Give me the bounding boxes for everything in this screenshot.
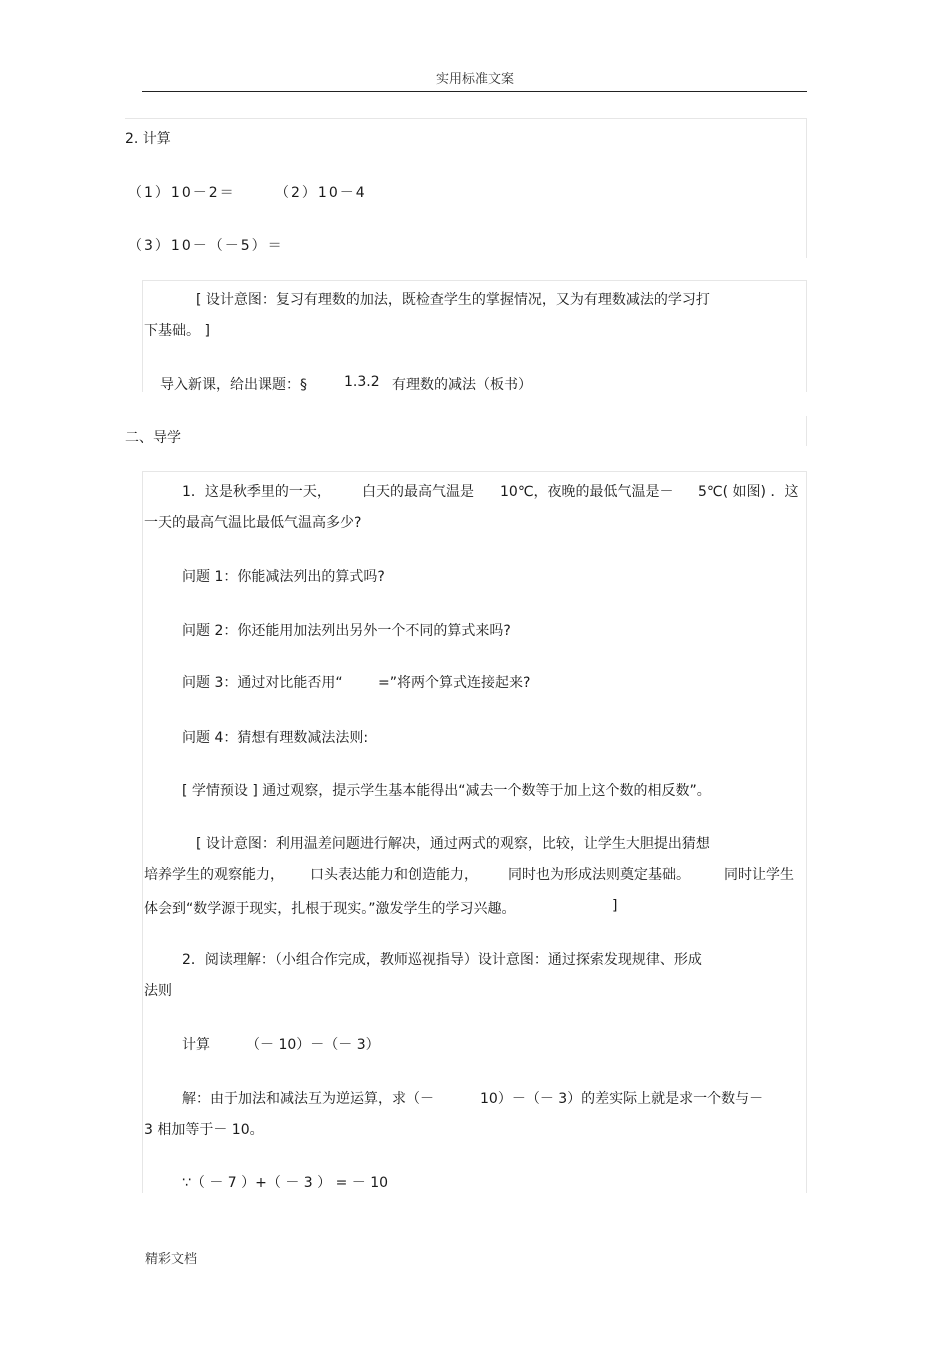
design-intent-line-1: [ 设计意图：复习有理数的加法，既检查学生的掌握情况，又为有理数减法的学习打	[196, 292, 710, 308]
calc-item-2: （2）10－4	[275, 185, 367, 201]
question-1: 问题 1：你能减法列出的算式吗?	[182, 569, 385, 585]
question-3-b: =”将两个算式连接起来?	[378, 675, 531, 691]
calc-item-1: （1）10－2＝	[128, 185, 236, 201]
question-2: 问题 2：你还能用加法列出另外一个不同的算式来吗?	[182, 623, 511, 639]
lesson-number: 1.3.2	[344, 374, 380, 390]
para1-b: 白天的最高气温是	[362, 484, 474, 500]
para1-a: 1．这是秋季里的一天，	[182, 484, 331, 500]
question-4: 问题 4：猜想有理数减法法则:	[182, 730, 369, 746]
solution-line-2: 3 相加等于－ 10。	[144, 1122, 264, 1138]
lesson-title: 有理数的减法（板书）	[392, 377, 532, 393]
guide-heading-cell	[125, 416, 807, 446]
calc-heading: 2. 计算	[125, 131, 171, 147]
calc-label: 计算	[182, 1037, 210, 1053]
reading-line-1: 2．阅读理解：（小组合作完成，教师巡视指导）设计意图：通过探索发现规律、形成	[182, 952, 702, 968]
reading-line-2: 法则	[144, 983, 172, 999]
design-intent-2-line-3-a: 体会到“数学源于现实，扎根于现实。”激发学生的学习兴趣。	[144, 901, 516, 917]
intro-text: 导入新课，给出课题：§	[160, 377, 307, 393]
para1-c: 10℃，夜晚的最低气温是－	[500, 484, 674, 500]
question-3-a: 问题 3：通过对比能否用“	[182, 675, 343, 691]
because-equation: ∵（ － 7 ）+（ － 3 ） = － 10	[182, 1175, 389, 1191]
calc-item-3: （3）10－（－5）＝	[128, 238, 284, 254]
design-intent-2-line-2-a: 培养学生的观察能力，	[144, 867, 284, 883]
design-intent-2-line-1: [ 设计意图：利用温差问题进行解决，通过两式的观察，比较，让学生大胆提出猜想	[196, 836, 710, 852]
learning-preset: [ 学情预设 ] 通过观察，提示学生基本能得出“减去一个数等于加上这个数的相反数”。	[182, 783, 711, 799]
header-divider	[142, 91, 807, 92]
design-intent-2-line-3-b: ]	[612, 898, 618, 914]
solution-line-1-b: 10）－（－ 3）的差实际上就是求一个数与－	[480, 1091, 764, 1107]
page-header-title: 实用标准文案	[435, 72, 514, 87]
para1-d: 5℃( 如图) ．这	[698, 484, 799, 500]
para1-line-2: 一天的最高气温比最低气温高多少?	[144, 515, 362, 531]
page-footer: 精彩文档	[145, 1252, 198, 1267]
section-heading-guide: 二、导学	[125, 430, 181, 446]
calc-expression: （－ 10）－（－ 3）	[246, 1037, 380, 1053]
design-intent-2-line-2-c: 同时也为形成法则奠定基础。	[508, 867, 690, 883]
design-intent-line-2: 下基础。 ]	[144, 323, 210, 339]
design-intent-2-line-2-b: 口头表达能力和创造能力，	[310, 867, 478, 883]
solution-line-1-a: 解：由于加法和减法互为逆运算，求（－	[182, 1091, 434, 1107]
design-intent-2-line-2-d: 同时让学生	[724, 867, 794, 883]
